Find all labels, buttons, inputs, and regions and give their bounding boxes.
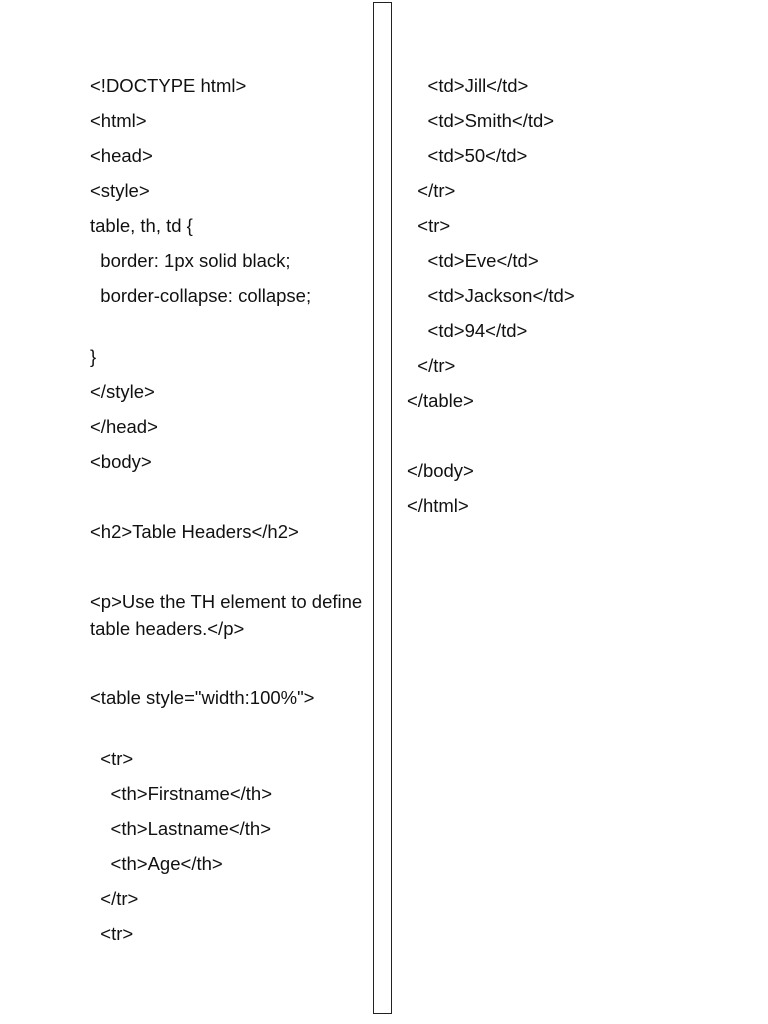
code-line: <!DOCTYPE html>	[90, 75, 247, 96]
code-line: <h2>Table Headers</h2>	[90, 521, 299, 542]
code-line: <th>Age</th>	[90, 853, 223, 874]
code-line: border-collapse: collapse;	[90, 285, 312, 306]
code-line: </style>	[90, 381, 155, 402]
code-line: </table>	[407, 390, 474, 411]
code-line: <p>Use the TH element to define table headers.</p>	[90, 591, 368, 639]
code-line: <td>Jill</td>	[407, 75, 529, 96]
code-line: border: 1px solid black;	[90, 250, 291, 271]
code-line: </tr>	[407, 355, 456, 376]
code-line: <html>	[90, 110, 147, 131]
code-line: <head>	[90, 145, 153, 166]
code-line: }	[90, 346, 97, 367]
code-line: <tr>	[90, 748, 134, 769]
code-line: <td>Eve</td>	[407, 250, 539, 271]
code-line: <td>Jackson</td>	[407, 285, 575, 306]
code-line: </html>	[407, 495, 469, 516]
code-line: <style>	[90, 180, 150, 201]
code-line: <td>94</td>	[407, 320, 528, 341]
code-line: <tr>	[407, 215, 451, 236]
code-line: <td>50</td>	[407, 145, 528, 166]
code-line: <th>Lastname</th>	[90, 818, 272, 839]
code-line: <tr>	[90, 923, 134, 944]
code-line: table, th, td {	[90, 215, 193, 236]
code-line: </tr>	[90, 888, 139, 909]
code-line: <th>Firstname</th>	[90, 783, 273, 804]
code-line: <body>	[90, 451, 152, 472]
code-line: </head>	[90, 416, 158, 437]
code-line: <table style="width:100%">	[90, 687, 315, 708]
column-divider	[373, 2, 392, 1014]
code-line: <td>Smith</td>	[407, 110, 555, 131]
code-line: </tr>	[407, 180, 456, 201]
code-line: </body>	[407, 460, 474, 481]
